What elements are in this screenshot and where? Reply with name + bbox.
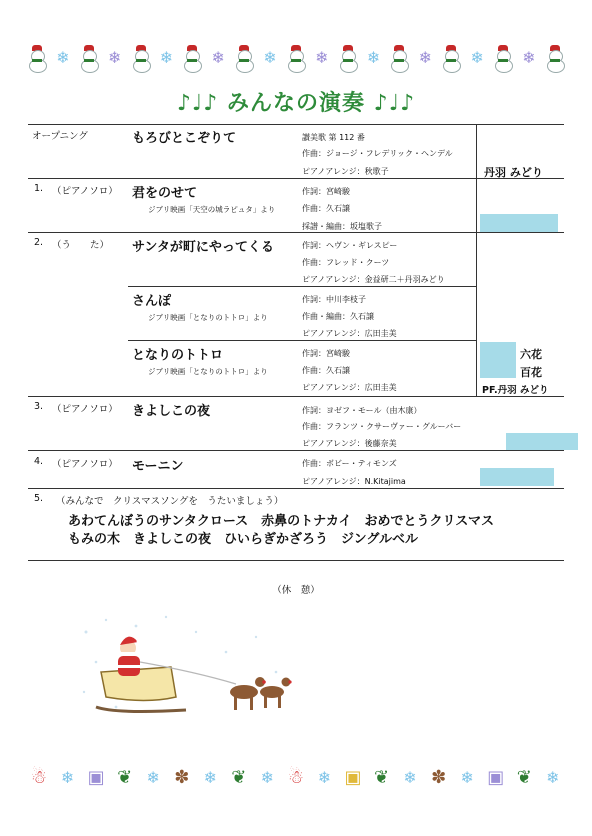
- snowman-icon: [80, 45, 98, 71]
- performer-name-box: [480, 342, 516, 378]
- snowflake-icon: ❄: [366, 48, 381, 67]
- rule-after-item2: [28, 396, 564, 397]
- opening-label: オープニング: [32, 131, 88, 142]
- snowman-icon: [390, 45, 408, 71]
- snowflake-icon: ❄: [546, 768, 560, 787]
- snowflake-icon: ❄: [403, 768, 417, 787]
- holly-icon: ❦: [516, 767, 532, 788]
- santa-icon: ☃: [287, 767, 304, 788]
- opening-credit: 作曲：ジョージ・フレデリック・ヘンデル: [302, 149, 453, 158]
- item-credit: ピアノアレンジ：金益研二＋丹羽みどり: [302, 275, 445, 284]
- snowflake-icon: ❄: [211, 48, 225, 67]
- item-number: 5.: [34, 493, 44, 504]
- item-credit: 採譜・編曲：坂塩歌子: [302, 222, 382, 231]
- holly-icon: ❦: [231, 767, 247, 788]
- rule-bottom: [28, 560, 564, 561]
- item-credit: 作詞：ヨゼフ・モール（由木康）: [302, 406, 422, 415]
- opening-credit: ピアノアレンジ：秋歌子: [302, 167, 389, 176]
- bottom-christmas-border: [28, 760, 564, 796]
- item-type: （ピアノソロ）: [52, 459, 118, 470]
- item-song: さんぽ: [132, 294, 172, 309]
- holly-icon: ❦: [374, 767, 390, 788]
- snowflake-icon: ❄: [315, 48, 329, 67]
- item-song: となりのトトロ: [132, 348, 224, 363]
- item-song: きよしこの夜: [132, 404, 211, 419]
- item-credit: ピアノアレンジ：広田圭美: [302, 329, 397, 338]
- song-list-line: あわてんぼうのサンタクロース 赤鼻のトナカイ おめでとうクリスマス: [68, 514, 495, 529]
- item-credit: 作曲・編曲：久石譲: [302, 312, 374, 321]
- snowman-icon: [339, 45, 357, 71]
- item-credit: ピアノアレンジ：N.Kitajima: [302, 477, 406, 486]
- item-song: サンタが町にやってくる: [132, 240, 274, 255]
- snowflake-icon: ❄: [260, 768, 275, 787]
- rule-top: [28, 124, 564, 125]
- snowflake-icon: ❄: [522, 48, 536, 67]
- santa-icon: ☃: [30, 767, 48, 788]
- item-credit: 作曲：久石譲: [302, 204, 350, 213]
- item-credit: 作詞：中川李枝子: [302, 295, 366, 304]
- item-number: 3.: [34, 401, 44, 412]
- sing-along-intro: （みんなで クリスマスソングを うたいましょう）: [56, 496, 284, 507]
- item-type: （ピアノソロ）: [52, 186, 118, 197]
- item-number: 2.: [34, 237, 44, 248]
- rule-after-item4: [28, 488, 564, 489]
- snowflake-icon: ❄: [470, 48, 484, 67]
- performer-name: 六花: [520, 348, 542, 361]
- snowflake-icon: ❄: [418, 48, 433, 67]
- rule-after-item3: [28, 450, 564, 451]
- opening-performer: 丹羽 みどり: [484, 166, 543, 179]
- column-divider: [476, 124, 477, 396]
- rule-inner-2a: [128, 286, 476, 287]
- item-type: （ピアノソロ）: [52, 404, 118, 415]
- intermission-label: （休 憩）: [272, 585, 320, 596]
- performer-name-box: [506, 433, 578, 450]
- santa-sleigh-illustration: [76, 612, 296, 722]
- performer-name: 百花: [520, 366, 542, 379]
- snowman-icon: [28, 45, 46, 71]
- item-credit: 作曲：フランツ・クサーヴァー・グルーバー: [302, 422, 462, 431]
- snowflake-icon: ❄: [159, 48, 174, 67]
- snowman-icon: [494, 45, 512, 71]
- rule-inner-2b: [128, 340, 476, 341]
- item-note: ジブリ映画「天空の城ラピュタ」より: [148, 205, 276, 214]
- item-song: 君をのせて: [132, 186, 198, 201]
- performer-name-box: [480, 468, 554, 486]
- item-note: ジブリ映画「となりのトトロ」より: [148, 313, 268, 322]
- snowflake-icon: ❄: [263, 48, 277, 67]
- snowflake-icon: ❄: [317, 768, 332, 787]
- item-type: （う た）: [52, 240, 110, 251]
- snowman-icon: [132, 45, 150, 71]
- item-note: ジブリ映画「となりのトトロ」より: [148, 367, 268, 376]
- holly-icon: ❦: [117, 767, 133, 788]
- item-number: 4.: [34, 456, 44, 467]
- opening-song: もろびとこぞりて: [132, 131, 237, 146]
- opening-credit: 讃美歌 第 112 番: [302, 133, 365, 142]
- gift-icon: ▣: [487, 767, 505, 788]
- item-credit: 作曲：フレッド・クーツ: [302, 258, 390, 267]
- snowman-icon: [183, 45, 201, 71]
- item-credit: 作詞：宮崎駿: [302, 187, 350, 196]
- accompanist-name: PF.丹羽 みどり: [482, 385, 549, 396]
- page-title: ♪♩♪ みんなの演奏 ♪♩♪: [176, 91, 416, 116]
- snowflake-icon: ❄: [56, 48, 70, 67]
- song-list-line: もみの木 きよしこの夜 ひいらぎかざろう ジングルベル: [68, 532, 419, 547]
- gift-icon: ▣: [344, 767, 362, 788]
- snowman-icon: [546, 45, 564, 71]
- item-credit: ピアノアレンジ：後藤奈美: [302, 439, 397, 448]
- snowman-icon: [442, 45, 460, 71]
- item-credit: 作詞：ヘヴン・ギレスピー: [302, 241, 398, 250]
- snowflake-icon: ❄: [146, 768, 160, 787]
- item-credit: 作曲：久石譲: [302, 366, 350, 375]
- top-snowman-border: [28, 40, 564, 76]
- item-credit: ピアノアレンジ：広田圭美: [302, 383, 397, 392]
- reindeer-icon: ✽: [174, 767, 190, 788]
- snowflake-icon: ❄: [203, 768, 217, 787]
- snowman-icon: [287, 45, 305, 71]
- item-number: 1.: [34, 183, 44, 194]
- snowflake-icon: ❄: [60, 768, 75, 787]
- gift-icon: ▣: [87, 767, 105, 788]
- reindeer-icon: ✽: [431, 767, 447, 788]
- rule-after-item1: [28, 232, 564, 233]
- snowflake-icon: ❄: [460, 768, 474, 787]
- item-song: モーニン: [132, 459, 184, 474]
- snowflake-icon: ❄: [107, 48, 122, 67]
- item-credit: 作詞：宮崎駿: [302, 349, 350, 358]
- snowman-icon: [235, 45, 253, 71]
- performer-name-box: [480, 214, 558, 232]
- item-credit: 作曲：ボビー・ティモンズ: [302, 459, 397, 468]
